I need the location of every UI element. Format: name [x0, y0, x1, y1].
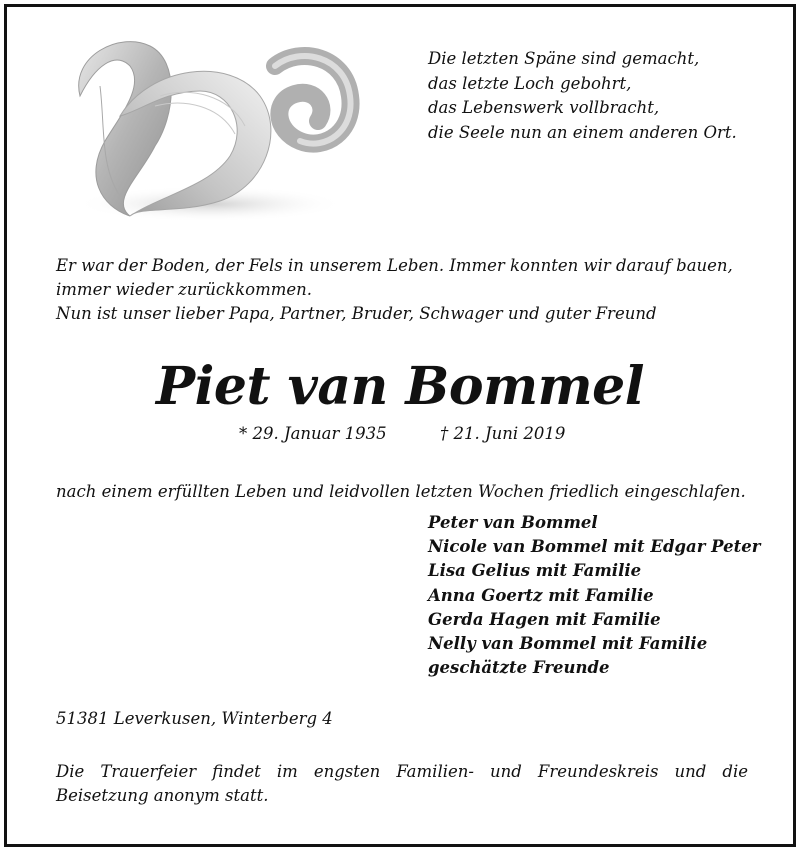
mourners-list [428, 511, 760, 680]
wood-shaving-curl-icon [60, 26, 360, 226]
mourner: Gerda Hagen mit Familie [428, 609, 661, 629]
mourner: geschätzte Freunde [428, 658, 610, 678]
passing-text: nach einem erfüllten Leben und leidvollen letzten Wochen friedlich eingeschlafen. [56, 482, 746, 501]
mourner: Peter van Bommel [428, 513, 598, 532]
deceased-name: Piet van Bommel [156, 356, 644, 417]
poem-line: das letzte Loch gebohrt, [428, 73, 632, 93]
poem [428, 47, 737, 145]
birth-date: * 29. Januar 1935 [239, 424, 387, 443]
poem-line: die Seele nun an einem anderen Ort. [428, 122, 737, 142]
mourner: Nicole van Bommel mit Edgar Peter [428, 537, 761, 557]
intro-text [56, 254, 733, 326]
mourner: Anna Goertz mit Familie [428, 585, 654, 605]
intro-line: Nun ist unser lieber Papa, Partner, Bruder, Schwager und guter Freund [56, 304, 657, 323]
mourner: Lisa Gelius mit Familie [428, 561, 642, 581]
mourner: Nelly van Bommel mit Familie [428, 634, 708, 654]
death-date: † 21. Juni 2019 [440, 424, 566, 443]
ceremony-text: Die Trauerfeier findet im engsten Familien- und Freundeskreis und die Beisetzung anonym statt. [56, 762, 748, 805]
poem-line: das Lebenswerk vollbracht, [428, 98, 660, 117]
address: 51381 Leverkusen, Winterberg 4 [56, 709, 333, 728]
intro-line: Er war der Boden, der Fels in unserem Leben. Immer konnten wir darauf bauen, [56, 256, 733, 275]
poem-line: Die letzten Späne sind gemacht, [428, 49, 700, 68]
intro-line: immer wieder zurückkommen. [56, 280, 313, 299]
